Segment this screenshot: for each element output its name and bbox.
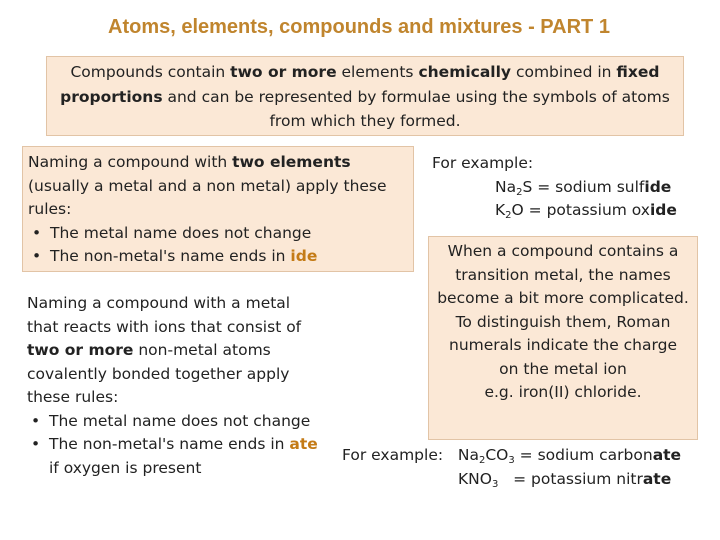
intro-text: elements: [336, 63, 419, 81]
example-label: For example:: [342, 446, 444, 464]
transition-line: transition metal, the names: [455, 265, 671, 284]
transition-example: e.g. iron(II) chloride.: [484, 383, 642, 401]
example-sodium-carbonate: [342, 444, 712, 468]
transition-line: To distinguish them, Roman: [455, 312, 671, 331]
suffix-bold: ide: [649, 201, 677, 219]
formula-part: = potassium nitr: [498, 469, 643, 488]
example-sodium-sulfide: [432, 176, 702, 200]
formula-subscript: 2: [516, 186, 523, 198]
rule-metal-name: • The metal name does not change: [28, 222, 413, 246]
formula-part: Na: [495, 177, 517, 196]
intro-text: and can be represented by formulae using the symbols of atoms from which they formed.: [162, 87, 670, 130]
suffix-bold: ide: [644, 177, 672, 196]
example-label: For example:: [432, 154, 534, 172]
polyatomic-bold: two or more: [27, 341, 134, 359]
intro-bold-fixed-proportions: fixed proportions: [60, 63, 660, 106]
transition-line: become a bit more complicated.: [437, 289, 689, 307]
polyatomic-line: [27, 339, 337, 363]
two-elements-box: [22, 146, 414, 272]
polyatomic-line: these rules:: [27, 388, 119, 406]
example-potassium-oxide: [432, 199, 702, 223]
rule-non-metal-ate: [27, 433, 337, 457]
transition-line: on the metal ion: [499, 359, 627, 378]
two-elements-text: (usually a metal and a non metal) apply these rules:: [28, 176, 387, 218]
intro-text: Compounds contain: [70, 63, 231, 81]
polyatomic-line: Naming a compound with a metal: [27, 294, 291, 312]
rule-non-metal-ide: [28, 245, 413, 269]
formula-subscript: 2: [505, 210, 512, 221]
formula-subscript: 2: [478, 455, 486, 466]
formula-part: CO: [485, 446, 509, 464]
transition-line: When a compound contains a: [447, 242, 679, 260]
suffix-bold: ate: [652, 446, 682, 464]
intro-text: combined in: [511, 63, 617, 81]
intro-box: [46, 56, 684, 136]
formula-part: = sodium carbon: [514, 446, 653, 464]
ate-highlight: ate: [289, 435, 318, 453]
two-elements-rules: [28, 222, 413, 269]
formula-part: S = sodium sulf: [522, 177, 645, 196]
rule-continuation: if oxygen is present: [49, 458, 202, 477]
two-elements-bold: two elements: [232, 153, 351, 171]
polyatomic-line: that reacts with ions that consist of: [27, 317, 302, 336]
formula-subscript: 3: [491, 478, 499, 490]
formula-part: K: [495, 201, 506, 219]
rule-metal-name: • The metal name does not change: [27, 410, 337, 434]
transition-line: numerals indicate the charge: [449, 336, 677, 354]
polyatomic-line: covalently bonded together apply: [27, 364, 290, 383]
formula-part: O = potassium ox: [511, 201, 650, 219]
polyatomic-text: non-metal atoms: [133, 341, 271, 359]
formula-part: Na: [457, 446, 479, 464]
ide-highlight: ide: [290, 247, 318, 265]
rule-text: The non-metal's name ends in: [49, 435, 290, 453]
example-ide: [432, 152, 702, 223]
transition-metal-box: [428, 236, 698, 440]
example-ate: [342, 444, 712, 491]
polyatomic-rule-list: [27, 410, 337, 457]
two-elements-text: Naming a compound with: [28, 153, 233, 171]
example-potassium-nitrate: [342, 468, 712, 492]
page-title: Atoms, elements, compounds and mixtures - PART 1: [108, 16, 610, 38]
intro-bold-chemically: chemically: [418, 63, 512, 81]
intro-bold-two-or-more: two or more: [230, 63, 337, 81]
polyatomic-rules: [27, 292, 337, 480]
two-elements-intro: [28, 151, 413, 222]
formula-subscript: 3: [508, 455, 515, 466]
rule-text: The non-metal's name ends in: [50, 247, 291, 265]
formula-part: KNO: [458, 469, 492, 488]
suffix-bold: ate: [642, 469, 672, 488]
